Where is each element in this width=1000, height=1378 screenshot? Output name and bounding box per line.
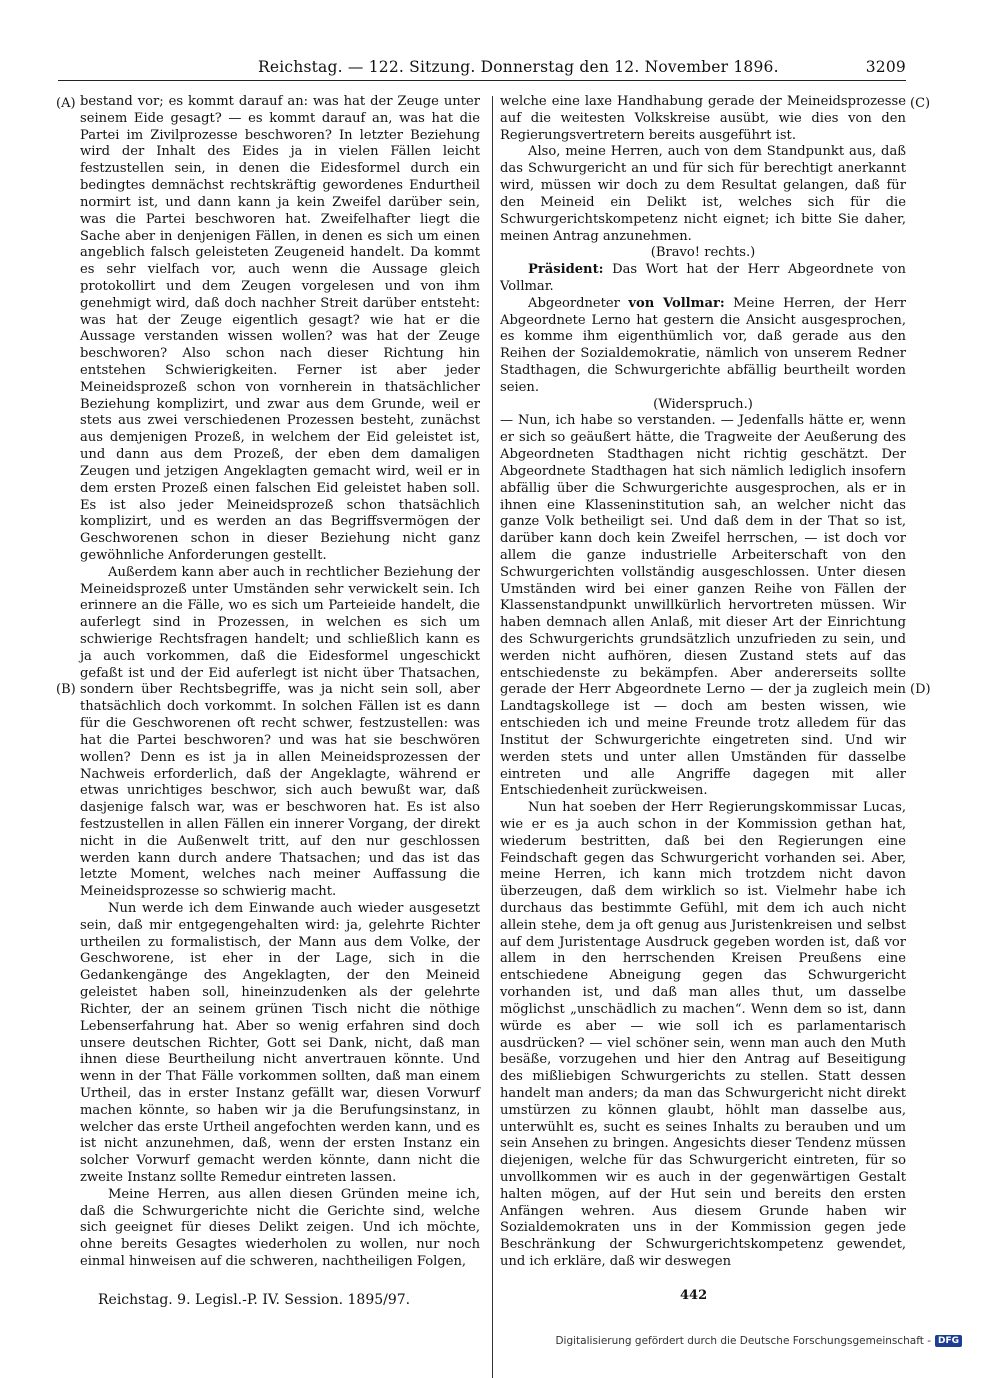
president-remark (500, 262, 906, 296)
speaker-name: von Vollmar: (628, 295, 725, 311)
header-title: Reichstag. — 122. Sitzung. Donnerstag den 12. November 1896. (258, 58, 779, 76)
right-column (500, 94, 906, 1271)
right-paragraph-5: Nun hat soeben der Herr Regierungskommissar Lucas, wie er es ja auch schon in der Kommission gethan hat, wiederum bestritten, daß bei den Regierungen eine Feindschaft gegen das Schwurgericht vorhanden sei. Aber, meine Herren, ich kann mich trotzdem nicht davon überzeugen, daß dem wirklich so ist. Vielmehr habe ich durchaus das bestimmte Gefühl, mit dem ich auch nicht allein stehe, dem ja oft genug aus Juristenkreisen und selbst auf dem Juristentage Ausdruck gegeben worden ist, daß vor allem in den herrschenden Kreisen Preußens eine entschiedene Abneigung gegen das Schwurgericht vorhanden ist, und daß man alles thut, um dasselbe möglichst „unschädlich zu machen“. Wenn dem so ist, dann würde es aber — wie soll ich es parlamentarisch ausdrücken? — viel schöner sein, wenn man auch den Muth besäße, vorzugehen und hier den Antrag auf Beseitigung des mißliebigen Schwurgerichts zu stellen. Statt dessen handelt man anders; da man das Schwurgericht nicht direkt umstürzen zu können glaubt, höhlt man dasselbe aus, unterwühlt es, sucht es seines Inhalts zu berauben und um sein Ansehen zu bringen. Angesichts dieser Tendenz müssen diejenigen, welche für das Schwurgericht eintreten, für so unvollkommen wir es auch in der gegenwärtigen Gestalt halten mögen, auf der Hut sein und bereits den ersten Anfängen wehren. Aus diesem Grunde haben wir Sozialdemokraten uns in der Kommission gegen jede Beschränkung der Schwurgerichtskompetenz gewendet, und ich erkläre, daß wir deswegen (500, 800, 906, 1270)
footer-signature-number: 442 (680, 1288, 708, 1303)
speaker-intro: Abgeordneter (528, 295, 620, 311)
dfg-text: Digitalisierung gefördert durch die Deutsche Forschungsgemeinschaft - (555, 1335, 931, 1347)
footer-session-info: Reichstag. 9. Legisl.-P. IV. Session. 1895/97. (98, 1292, 411, 1308)
right-paragraph-1: welche eine laxe Handhabung gerade der Meineidsprozesse auf die weitesten Volkskreise ausübt, wie dies von den Regierungsvertretern bereits ausgeführt ist. (500, 94, 906, 143)
margin-marker-a: (A) (56, 96, 76, 111)
header-rule (58, 80, 906, 81)
interjection-widerspruch: (Widerspruch.) (653, 396, 753, 412)
president-label: Präsident: (528, 262, 604, 278)
right-paragraph-2: Also, meine Herren, auch von dem Standpunkt aus, daß das Schwurgericht an und für sich für berechtigt anerkannt wird, müssen wir doch zu dem Resultat gelangen, daß für den Meineid ein Delikt ist, welches sich für die Schwurgerichtskompetenz nicht eignet; ich bitte Sie daher, meinen Antrag anzunehmen. (500, 144, 906, 244)
left-paragraph-3: Nun werde ich dem Einwande auch wieder ausgesetzt sein, daß mir entgegengehalten wird: ja, gelehrte Richter urtheilen zu formalistisch, der Mann aus dem Volke, der Geschworene, ist eher in der Lage, sich in die Gedankengänge des Angeklagten, der den Meineid geleistet haben soll, hineinzudenken als der gelehrte Richter, der an seinem grünen Tisch nicht die nöthige Lebenserfahrung hat. Aber so wenig erfahren sind doch unsere deutschen Richter, Gott sei Dank, nicht, daß man ihnen diese Beurtheilung nicht anvertrauen könnte. Und wenn in der That Fälle vorkommen sollten, daß man einem Urtheil, das in erster Instanz gefällt war, diesen Vorwurf machen könnte, so haben wir ja die Berufungsinstanz, in welcher das erste Urtheil angefochten werden kann, und es ist nicht anzunehmen, daß, wenn der ersten Instanz ein solcher Vorwurf gemacht werden könnte, dann nicht die zweite Instanz sollte Remedur eintreten lassen. (80, 901, 480, 1185)
dfg-funding-note (555, 1335, 962, 1347)
left-paragraph-1: bestand vor; es kommt darauf an: was hat der Zeuge unter seinem Eide gesagt? — es kommt darauf an, was hat die Partei im Zivilprozesse beschworen? In letzter Beziehung wird der Inhalt des Eides ja in vielen Fällen leicht festzustellen sein, in denen die Eidesformel durch ein bedingtes demnächst rechtskräftig gewordenes Endurtheil normirt ist, und dann kann ja kein Zweifel darüber sein, was die Partei beschworen hat. Zweifelhafter liegt die Sache aber in denjenigen Fällen, in denen es sich um einen angeblich falsch geleisteten Zeugeneid handelt. Da kommt es sehr vielfach vor, auch wenn die Aussage gleich protokollirt und dem Zeugen vorgelesen und von ihm genehmigt wird, daß doch nachher Streit darüber entsteht: was hat der Zeuge eigentlich gesagt? wie hat er die Aussage verstanden wissen wollen? was hat der Zeuge beschworen? Also schon nach dieser Richtung hin entstehen Schwierigkeiten. Ferner ist aber jeder Meineidsprozeß schon von vornherein in thatsächlicher Beziehung komplizirt, und zwar aus dem Grunde, weil er stets aus zwei verschiedenen Prozessen besteht, zunächst aus demjenigen Prozeß, in welchem der Eid geleistet ist, und dann aus dem Prozeß, der eben dem damaligen Zeugen und jetzigen Angeklagten gemacht wird, weil er in dem ersten Prozeß einen falschen Eid geleistet haben soll. Es ist also jeder Meineidsprozeß schon thatsächlich komplizirt, und es werden an das Begriffsvermögen der Geschworenen schon in dieser Beziehung nicht ganz gewöhnliche Anforderungen gestellt. (80, 94, 480, 563)
president-text: Das Wort hat der Herr Abgeordnete von Vollmar. (500, 262, 906, 294)
dfg-logo-icon: DFG (935, 1335, 962, 1347)
margin-marker-d: (D) (910, 682, 931, 697)
margin-marker-c: (C) (910, 96, 931, 111)
running-header (58, 58, 906, 80)
margin-marker-b: (B) (56, 682, 76, 697)
left-paragraph-4: Meine Herren, aus allen diesen Gründen meine ich, daß die Schwurgerichte nicht die Gerichte sind, welche sich geeignet für dieses Delikt zeigen. Und ich möchte, ohne bereits Gesagtes wiederholen zu wollen, nur noch einmal hinweisen auf die schweren, nachtheiligen Folgen, (80, 1186, 480, 1270)
right-paragraph-4: — Nun, ich habe so verstanden. — Jedenfalls hätte er, wenn er sich so geäußert hätte, die Tragweite der Aeußerung des Abgeordneten Stadthagen nicht richtig geschätzt. Der Abgeordnete Stadthagen hat sich nämlich lediglich insofern abfällig über die Schwurgerichte ausgesprochen, als er in ihnen eine Klasseninstitution sah, an welcher nicht das ganze Volk betheiligt sei. Und daß dem in der That so ist, darüber kann doch kein Zweifel herrschen, — ist doch vor allem die ganze industrielle Arbeiterschaft von den Schwurgerichten vollständig ausgeschlossen. Unter diesen Umständen wird bei einer ganzen Reihe von Fällen der Klassenstandpunkt unwillkürlich hervortreten müssen. Wir haben demnach allen Anlaß, mit dieser Art der Einrichtung des Schwurgerichts grundsätzlich unzufrieden zu sein, und werden nicht aufhören, diesen Zustand stets auf das entschiedenste zu bekämpfen. Aber andererseits sollte gerade der Herr Abgeordnete Lerno — der ja zugleich mein Landtagskollege ist — doch am besten wissen, wie entschieden ich und meine Freunde trotz alledem für das Institut der Schwurgerichte eingetreten sind. Und wir werden stets und unter allen Umständen für dasselbe eintreten und alle Angriffe dagegen mit aller Entschiedenheit zurückweisen. (500, 413, 906, 799)
column-divider (492, 96, 493, 1378)
right-paragraph-3: Meine Herren, der Herr Abgeordnete Lerno hat gestern die Ansicht ausgesprochen, es komme ihm eigenthümlich vor, daß gerade aus den Reihen der Sozialdemokratie, nämlich von unserem Redner Stadthagen, die Schwurgerichte abfällig beurtheilt worden seien. (500, 295, 906, 395)
left-paragraph-2: Außerdem kann aber auch in rechtlicher Beziehung der Meineidsprozeß unter Umständen sehr verwickelt sein. Ich erinnere an die Fälle, wo es sich um Parteieide handelt, die auferlegt sind in Prozessen, in welchen es sich um schwierige Rechtsfragen handelt; und schließlich kann es ja auch vorkommen, daß die Eidesformel ungeschickt gefaßt ist und der Eid auferlegt ist nicht über Thatsachen, sondern über Rechtsbegriffe, was ja nicht sein soll, aber thatsächlich doch vorkommt. In solchen Fällen ist es dann für die Geschworenen oft recht schwer, festzustellen: was hat die Partei beschworen? und was hat sie beschwören wollen? Denn es ist ja in allen Meineidsprozessen der Nachweis erforderlich, daß der Angeklagte, während er etwas unrichtiges beschwor, sich auch bewußt war, daß dasjenige falsch war, was er beschworen hat. Es ist also festzustellen in allen Fällen ein innerer Vorgang, der direkt nicht in die Außenwelt tritt, auf den nur geschlossen werden kann durch andere Thatsachen; und das ist das letzte Moment, welches nach meiner Auffassung die Meineidsprozesse so schwierig macht. (80, 564, 480, 900)
page-number: 3209 (865, 58, 906, 76)
interjection-bravo: (Bravo! rechts.) (650, 245, 756, 261)
right-paragraph-3-wrapper (500, 296, 906, 397)
left-column (80, 94, 480, 1271)
